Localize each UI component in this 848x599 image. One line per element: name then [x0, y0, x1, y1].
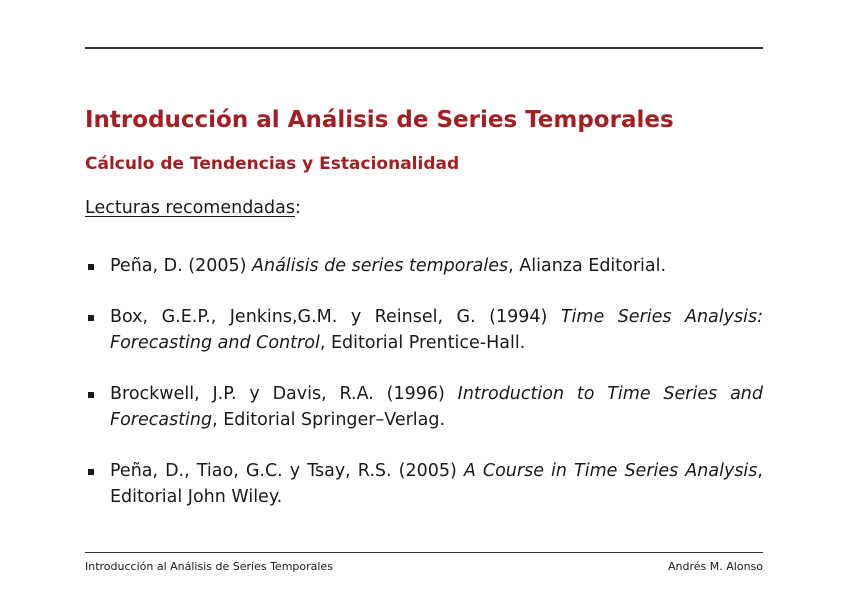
reference-item — [85, 253, 763, 279]
section-heading-colon: : — [294, 198, 301, 218]
section-heading-text: Lecturas recomendadas — [85, 198, 295, 218]
reference-title: Time Series Analysis: Forecasting and Control — [110, 307, 763, 353]
footer-rule — [85, 552, 763, 553]
footer-title: Introducción al Análisis de Series Temporales — [85, 560, 333, 573]
reference-title: A Course in Time Series Analysis — [463, 461, 758, 481]
reference-title: Análisis de series temporales — [252, 256, 509, 276]
reference-item — [85, 458, 763, 510]
reference-authors: Box, G.E.P., Jenkins,G.M. y Reinsel, G. (1994) — [110, 307, 561, 327]
section-heading — [85, 198, 301, 218]
reference-list — [85, 253, 763, 535]
reference-authors: Brockwell, J.P. y Davis, R.A. (1996) — [110, 384, 458, 404]
slide-title: Introducción al Análisis de Series Temporales — [85, 107, 674, 133]
square-bullet-icon — [88, 315, 94, 321]
slide-subtitle: Cálculo de Tendencias y Estacionalidad — [85, 154, 460, 174]
square-bullet-icon — [88, 392, 94, 398]
reference-publisher: , Editorial Springer–Verlag. — [212, 410, 446, 430]
reference-publisher: , Alianza Editorial. — [508, 256, 667, 276]
reference-title: Introduction to Time Series and Forecasting — [110, 384, 763, 430]
reference-item — [85, 381, 763, 433]
square-bullet-icon — [88, 469, 94, 475]
reference-publisher: , Editorial Prentice-Hall. — [319, 333, 526, 353]
top-rule — [85, 47, 763, 49]
reference-authors: Peña, D., Tiao, G.C. y Tsay, R.S. (2005) — [110, 461, 464, 481]
reference-publisher: , Editorial John Wiley. — [110, 461, 763, 507]
reference-item — [85, 304, 763, 356]
reference-authors: Peña, D. (2005) — [110, 256, 252, 276]
footer-author: Andrés M. Alonso — [668, 560, 763, 573]
square-bullet-icon — [88, 264, 94, 270]
